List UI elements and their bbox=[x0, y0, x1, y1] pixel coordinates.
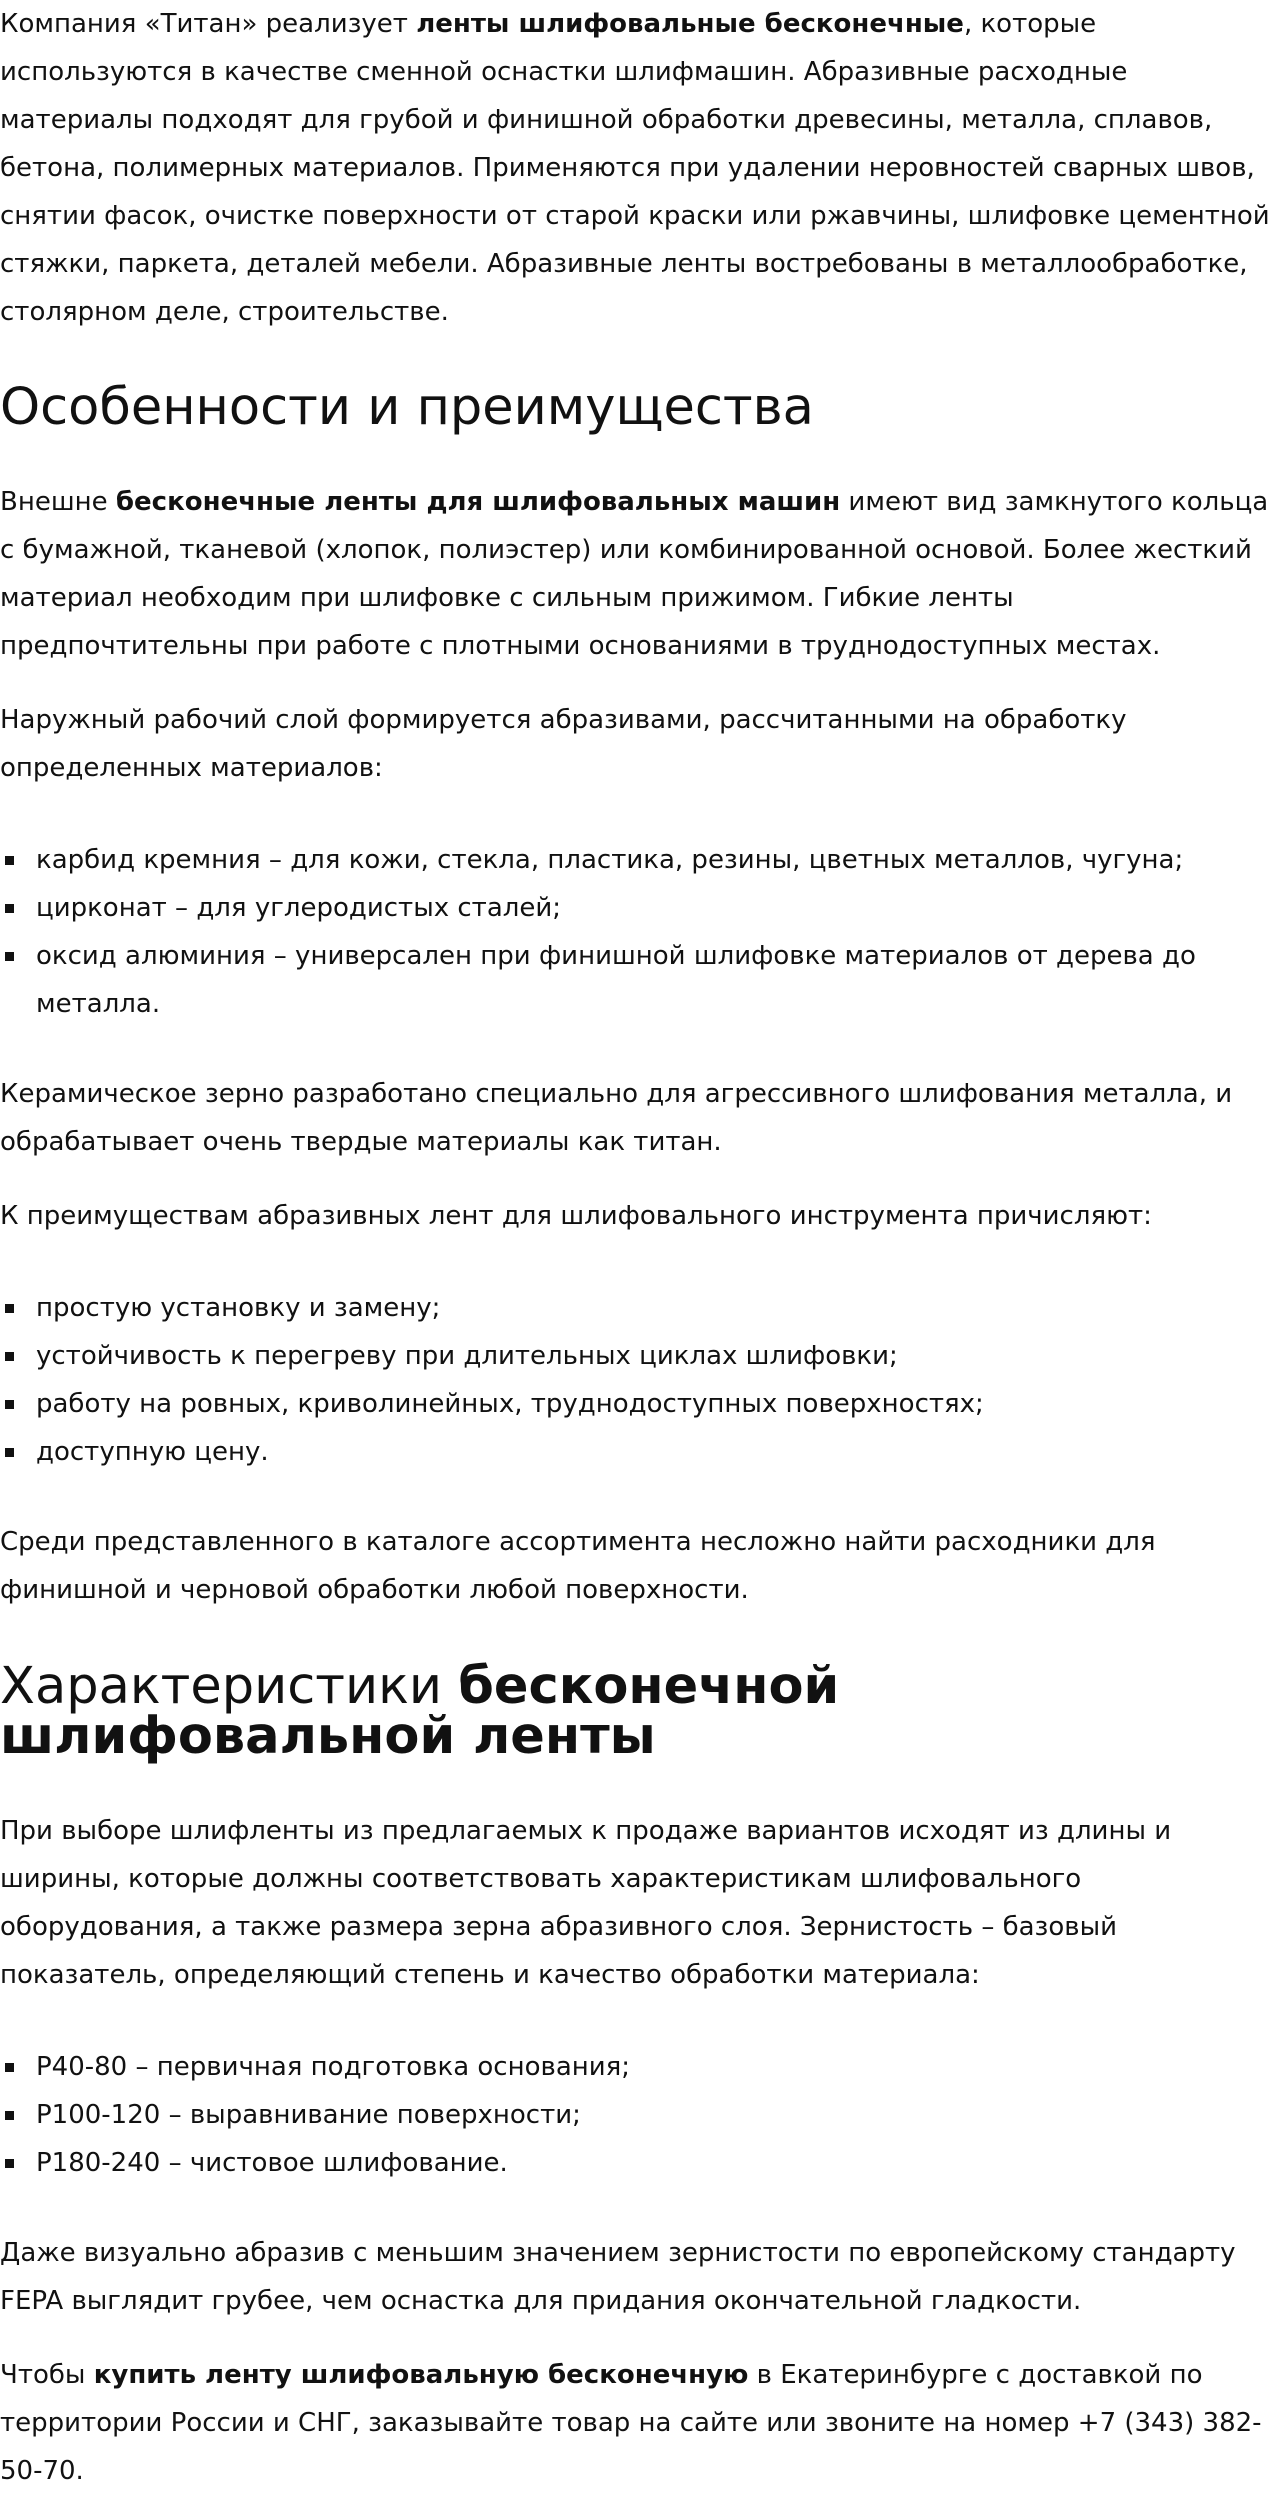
list-item-text: устойчивость к перегреву при длительных циклах шлифовки; bbox=[36, 1341, 898, 1371]
bullet-icon bbox=[5, 2063, 14, 2072]
list-item bbox=[0, 836, 1270, 884]
list-item-text: простую установку и замену; bbox=[36, 1293, 441, 1323]
bullet-icon bbox=[5, 952, 14, 961]
list-item-text: карбид кремния – для кожи, стекла, пластика, резины, цветных металлов, чугуна; bbox=[36, 845, 1184, 875]
bullet-icon bbox=[5, 1304, 14, 1313]
bullet-icon bbox=[5, 856, 14, 865]
bullet-icon bbox=[5, 1448, 14, 1457]
list-item-text: доступную цену. bbox=[36, 1437, 269, 1467]
list-item bbox=[0, 1284, 1270, 1332]
list-item bbox=[0, 2043, 1270, 2091]
specs-paragraph-2: Даже визуально абразив с меньшим значением зернистости по европейскому стандарту FEPA выглядит грубее, чем оснастка для придания окончательной гладкости. bbox=[0, 2238, 1236, 2316]
intro-text-2: , которые используются в качестве сменной оснастки шлифмашин. Абразивные расходные материалы подходят для грубой и финишной обработки древесины, металла, сплавов, бетона, полимерных материалов. Применяются при удалении неровностей сварных швов, снятии фасок, очистке поверхности от старой краски или ржавчины, шлифовке цементной стяжки, паркета, деталей мебели. Абразивные ленты востребованы в металлообработке, столярном деле, строительстве. bbox=[0, 9, 1270, 327]
specs-p3-text-1: Чтобы bbox=[0, 2360, 94, 2390]
specs-p3-bold-text: купить ленту шлифовальную бесконечную bbox=[93, 2360, 749, 2390]
features-paragraph-2: Наружный рабочий слой формируется абразивами, рассчитанными на обработку определенных материалов: bbox=[0, 705, 1127, 783]
list-item bbox=[0, 1332, 1270, 1380]
list-item bbox=[0, 932, 1270, 1028]
features-p1-text-1: Внешне bbox=[0, 487, 116, 517]
advantages-list bbox=[0, 1284, 1270, 1476]
list-item bbox=[0, 1380, 1270, 1428]
list-item-text: P40-80 – первичная подготовка основания; bbox=[36, 2052, 631, 2082]
features-paragraph-1 bbox=[0, 478, 1270, 670]
list-item bbox=[0, 884, 1270, 932]
bullet-icon bbox=[5, 2111, 14, 2120]
bullet-icon bbox=[5, 1352, 14, 1361]
bullet-icon bbox=[5, 2159, 14, 2168]
abrasives-list bbox=[0, 836, 1270, 1028]
list-item bbox=[0, 2091, 1270, 2139]
features-paragraph-4: К преимуществам абразивных лент для шлифовального инструмента причисляют: bbox=[0, 1201, 1152, 1231]
specs-heading-bold: бесконечной шлифовальной ленты bbox=[0, 1657, 840, 1766]
features-paragraph-3: Керамическое зерно разработано специально для агрессивного шлифования металла, и обрабатывает очень твердые материалы как титан. bbox=[0, 1079, 1233, 1157]
list-item-text: работу на ровных, криволинейных, труднодоступных поверхностях; bbox=[36, 1389, 984, 1419]
specs-heading-regular: Характеристики bbox=[0, 1657, 459, 1716]
list-item-text: оксид алюминия – универсален при финишной шлифовке материалов от дерева до металла. bbox=[36, 941, 1196, 1019]
list-item-text: цирконат – для углеродистых сталей; bbox=[36, 893, 562, 923]
bullet-icon bbox=[5, 904, 14, 913]
list-item-text: P100-120 – выравнивание поверхности; bbox=[36, 2100, 581, 2130]
intro-text-1: Компания «Титан» реализует bbox=[0, 9, 417, 39]
specs-paragraph-3 bbox=[0, 2351, 1270, 2495]
grit-list bbox=[0, 2043, 1270, 2187]
intro-paragraph bbox=[0, 0, 1270, 336]
features-p1-bold-text: бесконечные ленты для шлифовальных машин bbox=[115, 487, 841, 517]
features-p1-text-2: имеют вид замкнутого кольца с бумажной, тканевой (хлопок, полиэстер) или комбинированной основой. Более жесткий материал необходим при шлифовке с сильным прижимом. Гибкие ленты предпочтительны при работе с плотными основаниями в труднодоступных местах. bbox=[0, 487, 1269, 661]
features-heading: Особенности и преимущества bbox=[0, 378, 814, 437]
specs-paragraph-1: При выборе шлифленты из предлагаемых к продаже вариантов исходят из длины и ширины, которые должны соответствовать характеристикам шлифовального оборудования, а также размера зерна абразивного слоя. Зернистость – базовый показатель, определяющий степень и качество обработки материала: bbox=[0, 1816, 1172, 1990]
intro-bold-text: ленты шлифовальные бесконечные bbox=[416, 9, 964, 39]
list-item bbox=[0, 2139, 1270, 2187]
specs-p3-text-2: в Екатеринбурге с доставкой по территории России и СНГ, заказывайте товар на сайте или звоните на номер +7 (343) 382-50-70. bbox=[0, 2360, 1262, 2486]
specs-heading bbox=[0, 1657, 1270, 1766]
list-item-text: P180-240 – чистовое шлифование. bbox=[36, 2148, 508, 2178]
bullet-icon bbox=[5, 1400, 14, 1409]
list-item bbox=[0, 1428, 1270, 1476]
features-paragraph-5: Среди представленного в каталоге ассортимента несложно найти расходники для финишной и черновой обработки любой поверхности. bbox=[0, 1527, 1156, 1605]
